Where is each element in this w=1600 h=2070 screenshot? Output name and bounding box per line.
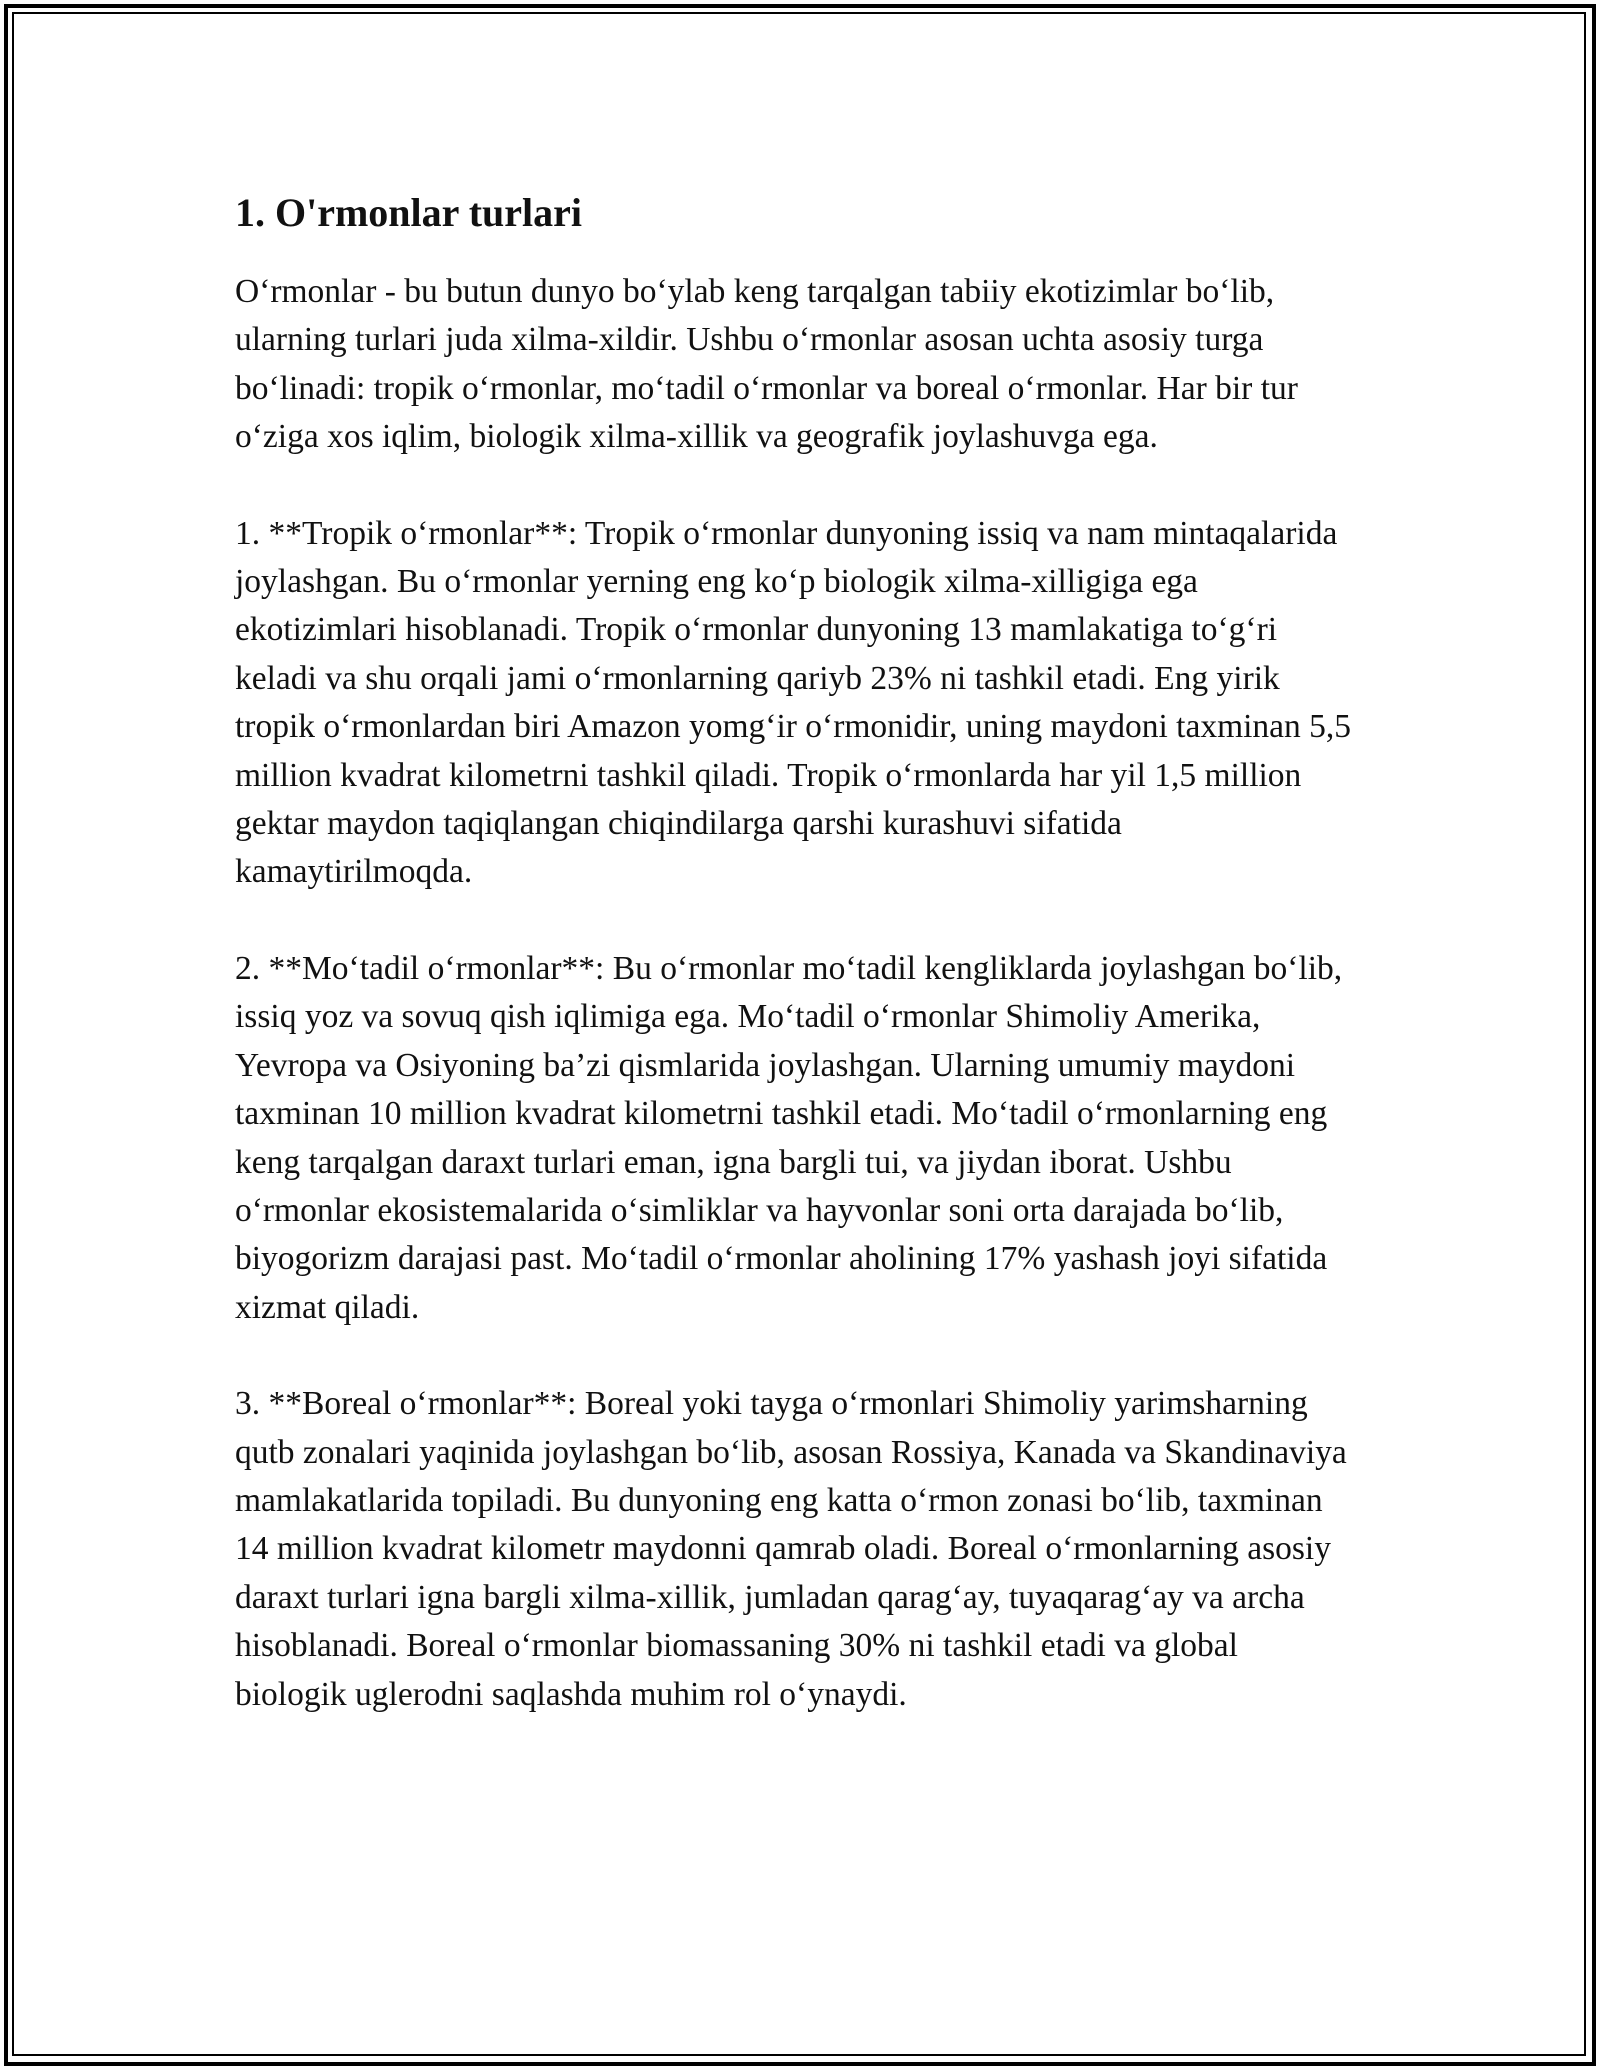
boreal-forests-paragraph: 3. **Boreal o‘rmonlar**: Boreal yoki tayga o‘rmonlari Shimoliy yarimsharning qutb zonalari yaqinida joylashgan bo‘lib, asosan Rossiya, Kanada va Skandinaviya mamlakatlarida topiladi. Bu dunyoning eng katta o‘rmon zonasi bo‘lib, taxminan 14 million kvadrat kilometr maydonni qamrab oladi. Boreal o‘rmonlarning asosiy daraxt turlari igna bargli xilma-xillik, jumladan qarag‘ay, tuyaqarag‘ay va archa hisoblanadi. Boreal o‘rmonlar biomassaning 30% ni tashkil etadi va global biologik uglerodni saqlashda muhim rol o‘ynaydi.	[235, 1385, 1347, 1713]
temperate-forests-paragraph: 2. **Mo‘tadil o‘rmonlar**: Bu o‘rmonlar mo‘tadil kengliklarda joylashgan bo‘lib, issiq yoz va sovuq qish iqlimiga ega. Mo‘tadil o‘rmonlar Shimoliy Amerika, Yevropa va Osiyoning ba’zi qismlarida joylashgan. Ularning umumiy maydoni taxminan 10 million kvadrat kilometrni tashkil etadi. Mo‘tadil o‘rmonlarning eng keng tarqalgan daraxt turlari eman, igna bargli tui, va jiydan iborat. Ushbu o‘rmonlar ekosistemalarida o‘simliklar va hayvonlar soni orta darajada bo‘lib, biyogorizm darajasi past. Mo‘tadil o‘rmonlar aholining 17% yashash joyi sifatida xizmat qiladi.	[235, 949, 1343, 1326]
section-title: 1. O'rmonlar turlari	[235, 190, 582, 235]
document-body	[235, 186, 1355, 1767]
intro-paragraph: O‘rmonlar - bu butun dunyo bo‘ylab keng tarqalgan tabiiy ekotizimlar bo‘lib, ularning turlari juda xilma-xildir. Ushbu o‘rmonlar asosan uchta asosiy turga bo‘linadi: tropik o‘rmonlar, mo‘tadil o‘rmonlar va boreal o‘rmonlar. Har bir tur o‘ziga xos iqlim, biologik xilma-xillik va geografik joylashuvga ega.	[235, 273, 1298, 456]
tropical-forests-paragraph: 1. **Tropik o‘rmonlar**: Tropik o‘rmonlar dunyoning issiq va nam mintaqalarida joylashgan. Bu o‘rmonlar yerning eng ko‘p biologik xilma-xilligiga ega ekotizimlari hisoblanadi. Tropik o‘rmonlar dunyoning 13 mamlakatiga to‘g‘ri keladi va shu orqali jami o‘rmonlarning qariyb 23% ni tashkil etadi. Eng yirik tropik o‘rmonlardan biri Amazon yomg‘ir o‘rmonidir, uning maydoni taxminan 5,5 million kvadrat kilometrni tashkil qiladi. Tropik o‘rmonlarda har yil 1,5 million gektar maydon taqiqlangan chiqindilarga qarshi kurashuvi sifatida kamaytirilmoqda.	[235, 514, 1352, 891]
